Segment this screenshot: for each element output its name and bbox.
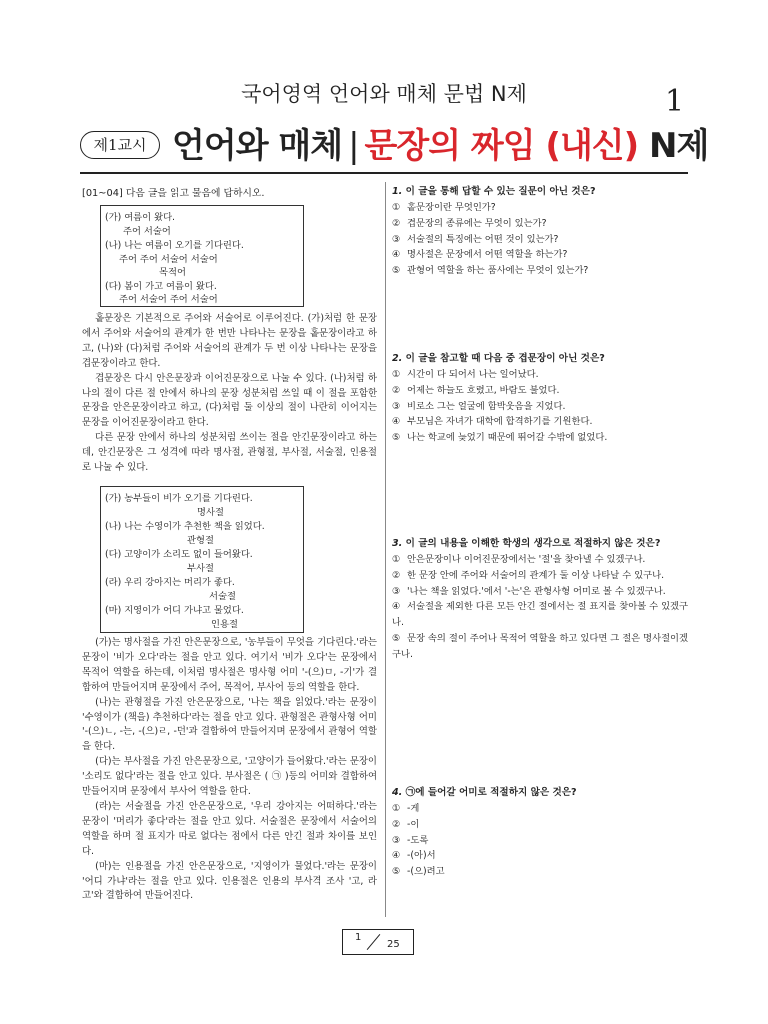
question-4-choices: [392, 801, 688, 880]
box2-line-9: (마) 지영이가 어디 가냐고 물었다.: [105, 605, 244, 616]
main-subtitle: 문장의 짜임 (내신): [364, 126, 639, 166]
choice-item[interactable]: ① 안은문장이나 이어진문장에서는 '절'을 찾아낼 수 있겠구나.: [392, 554, 646, 565]
choice-item[interactable]: ① 홑문장이란 무엇인가?: [392, 202, 496, 213]
page-footer: [342, 929, 414, 955]
top-rule: [0, 0, 768, 4]
question-1-title: [392, 184, 688, 200]
choice-item[interactable]: ② -이: [392, 818, 420, 830]
choice-item[interactable]: ⑤ -(으)려고: [392, 866, 445, 878]
box1-line-1: (가) 여름이 왔다.: [105, 212, 176, 223]
choice-item[interactable]: ① -게: [392, 803, 420, 814]
box2-line-10: 인용절: [211, 619, 238, 630]
choice-item[interactable]: ④ 서술절을 제외한 다른 모든 안긴 절에서는 절 표지를 찾아볼 수 있겠구나.: [392, 601, 689, 629]
question-text: 이 글의 내용을 이해한 학생의 생각으로 적절하지 않은 것은?: [405, 538, 661, 549]
passage1-paragraph: 다른 문장 안에서 하나의 성분처럼 쓰이는 절을 안긴문장이라고 하는데, 안긴문장은 그 성격에 따라 명사절, 관형절, 부사절, 서술절, 인용절로 나눌 수 있다.: [82, 432, 377, 474]
question-3-title: [392, 536, 688, 552]
choice-item[interactable]: ② 어제는 하늘도 흐렸고, 바람도 불었다.: [392, 384, 560, 396]
box1-line-5: 목적어: [159, 267, 186, 278]
choice-item[interactable]: ⑤ 문장 속의 절이 주어나 목적어 역할을 하고 있다면 그 절은 명사절이겠구나.: [392, 632, 689, 660]
choice-item[interactable]: ⑤ 나는 학교에 늦었기 때문에 뛰어갈 수밖에 없었다.: [392, 432, 608, 444]
choice-item[interactable]: ④ 부모님은 자녀가 대학에 합격하기를 기원한다.: [392, 416, 593, 428]
choice-item[interactable]: ③ 비로소 그는 얼굴에 함박웃음을 지었다.: [392, 400, 566, 412]
question-2-title: [392, 351, 688, 367]
passage2-paragraph: (가)는 명사절을 가진 안은문장으로, '농부들이 무엇을 기다린다.'라는 문장이 '비가 오다'라는 절을 안고 있다. 여기서 '비가 오다'는 문장에서 목적어 역할을 하는데, 이처럼 명사절은 명사형 어미 '-(으)ㅁ, -기'가 결합하여 만들어지며 문장에서 주어, 목적어, 부사어 등의 역할을 한다.: [82, 637, 377, 693]
main-title: [172, 118, 708, 167]
question-1-choices: [392, 200, 688, 279]
passage1-paragraph: 홑문장은 기본적으로 주어와 서술어로 이루어진다. (가)처럼 한 문장에서 주어와 서술어의 관계가 한 번만 나타나는 문장을 홑문장이라고 하고, (나)와 (다)처럼 주어와 서술어의 관계가 두 번 이상 나타나는 문장을 겹문장이라고 한다.: [82, 313, 377, 369]
header-title: 국어영역 언어와 매체 문법 N제: [241, 82, 527, 106]
choice-item[interactable]: ④ -(아)서: [392, 850, 436, 862]
page-number: 1: [665, 84, 685, 119]
passage-part-2: [82, 636, 377, 904]
passage2-paragraph: (라)는 서술절을 가진 안은문장으로, '우리 강아지는 어떠하다.'라는 문장이 '머리가 좋다'라는 절을 안고 있다. 서술절은 문장에서 서술어의 역할을 하며 절 표지가 따로 없다는 점에서 다른 안긴 절과 차이를 보인다.: [82, 800, 377, 857]
passage1-paragraph: 겹문장은 다시 안은문장과 이어진문장으로 나눌 수 있다. (나)처럼 하나의 절이 다른 절 안에서 하나의 문장 성분처럼 쓰일 때 이 절을 포함한 문장을 안은문장이라고 하고, (다)처럼 둘 이상의 절이 나란히 이어지는 문장을 이어진문장이라고 한다.: [82, 372, 377, 429]
box1-line-2: 주어 서술어: [123, 226, 171, 237]
footer-total-pages: 25: [387, 939, 400, 950]
box2-line-1: (가) 농부들이 비가 오기를 기다린다.: [105, 493, 253, 504]
choice-item[interactable]: ① 시간이 다 되어서 나는 일어났다.: [392, 369, 539, 380]
box2-line-3: (나) 나는 수영이가 추천한 책을 읽었다.: [105, 521, 265, 532]
box1-line-4: 주어 주어 서술어 서술어: [119, 254, 218, 265]
question-4-title: [392, 785, 688, 801]
question-number: 4.: [392, 787, 403, 798]
example-box-2: [100, 486, 304, 633]
instruction: [01~04] 다음 글을 읽고 물음에 답하시오.: [82, 188, 265, 199]
session-badge: 제1교시: [80, 131, 160, 159]
footer-current-page: 1: [355, 932, 362, 943]
box2-line-4: 관형절: [187, 535, 214, 546]
box1-line-7: 주어 서술어 주어 서술어: [119, 294, 218, 305]
passage2-paragraph: (마)는 인용절을 가진 안은문장으로, '지영이가 물었다.'라는 문장이 '어디 가냐'라는 절을 안고 있다. 인용절은 인용의 부사격 조사 '고, 라고'와 결합하여 만들어진다.: [82, 860, 377, 902]
example-box-1: [100, 205, 304, 307]
question-text: 이 글을 참고할 때 다음 중 겹문장이 아닌 것은?: [405, 353, 605, 364]
question-number: 1.: [392, 186, 403, 197]
box1-line-3: (나) 나는 여름이 오기를 기다린다.: [105, 240, 244, 251]
passage2-paragraph: (다)는 부사절을 가진 안은문장으로, '고양이가 들어왔다.'라는 문장이 '소리도 없다'라는 절을 안고 있다. 부사절은 ( ㉠ )등의 어미와 결합하여 만들어지며 문장에서 부사어 역할을 한다.: [82, 756, 377, 798]
question-number: 3.: [392, 538, 403, 549]
box2-line-2: 명사절: [197, 507, 224, 518]
choice-item[interactable]: ② 겹문장의 종류에는 무엇이 있는가?: [392, 217, 547, 229]
title-divider: |: [348, 126, 359, 166]
choice-item[interactable]: ③ '나는 책을 읽었다.'에서 '-는'은 관형사형 어미로 볼 수 있겠구나.: [392, 585, 666, 597]
choice-item[interactable]: ⑤ 관형어 역할을 하는 품사에는 무엇이 있는가?: [392, 265, 589, 277]
passage2-paragraph: (나)는 관형절을 가진 안은문장으로, '나는 책을 읽었다.'라는 문장이 '수영이가 (책을) 추천하다'라는 절을 안고 있다. 관형절은 관형사형 어미 '-(으)ㄴ, -는, -(으)ㄹ, -던'과 결합하여 만들어지며 문장에서 관형어 역할을 한다.: [82, 696, 377, 753]
question-number: 2.: [392, 353, 403, 364]
footer-slash: [367, 934, 381, 950]
choice-item[interactable]: ③ -도록: [392, 834, 429, 846]
box1-line-6: (다) 봄이 가고 여름이 왔다.: [105, 281, 217, 292]
question-text: 이 글을 통해 답할 수 있는 질문이 아닌 것은?: [405, 186, 596, 197]
question-3-choices: [392, 552, 688, 663]
box2-line-8: 서술절: [209, 591, 236, 602]
box2-line-6: 부사절: [187, 563, 214, 574]
question-2-choices: [392, 367, 688, 446]
question-text: ㉠에 들어갈 어미로 적절하지 않은 것은?: [405, 787, 577, 798]
passage-part-1: [82, 312, 377, 476]
choice-item[interactable]: ③ 서술절의 특징에는 어떤 것이 있는가?: [392, 233, 559, 245]
choice-item[interactable]: ④ 명사절은 문장에서 어떤 역할을 하는가?: [392, 249, 568, 261]
title-rule: [80, 172, 688, 174]
choice-item[interactable]: ② 한 문장 안에 주어와 서술어의 관계가 둘 이상 나타날 수 있구나.: [392, 569, 665, 581]
main-title-tail: N제: [649, 126, 709, 166]
box2-line-5: (다) 고양이가 소리도 없이 들어왔다.: [105, 549, 253, 560]
column-divider: [385, 182, 386, 917]
main-title-text: 언어와 매체: [172, 126, 343, 166]
box2-line-7: (라) 우리 강아지는 머리가 좋다.: [105, 577, 235, 588]
